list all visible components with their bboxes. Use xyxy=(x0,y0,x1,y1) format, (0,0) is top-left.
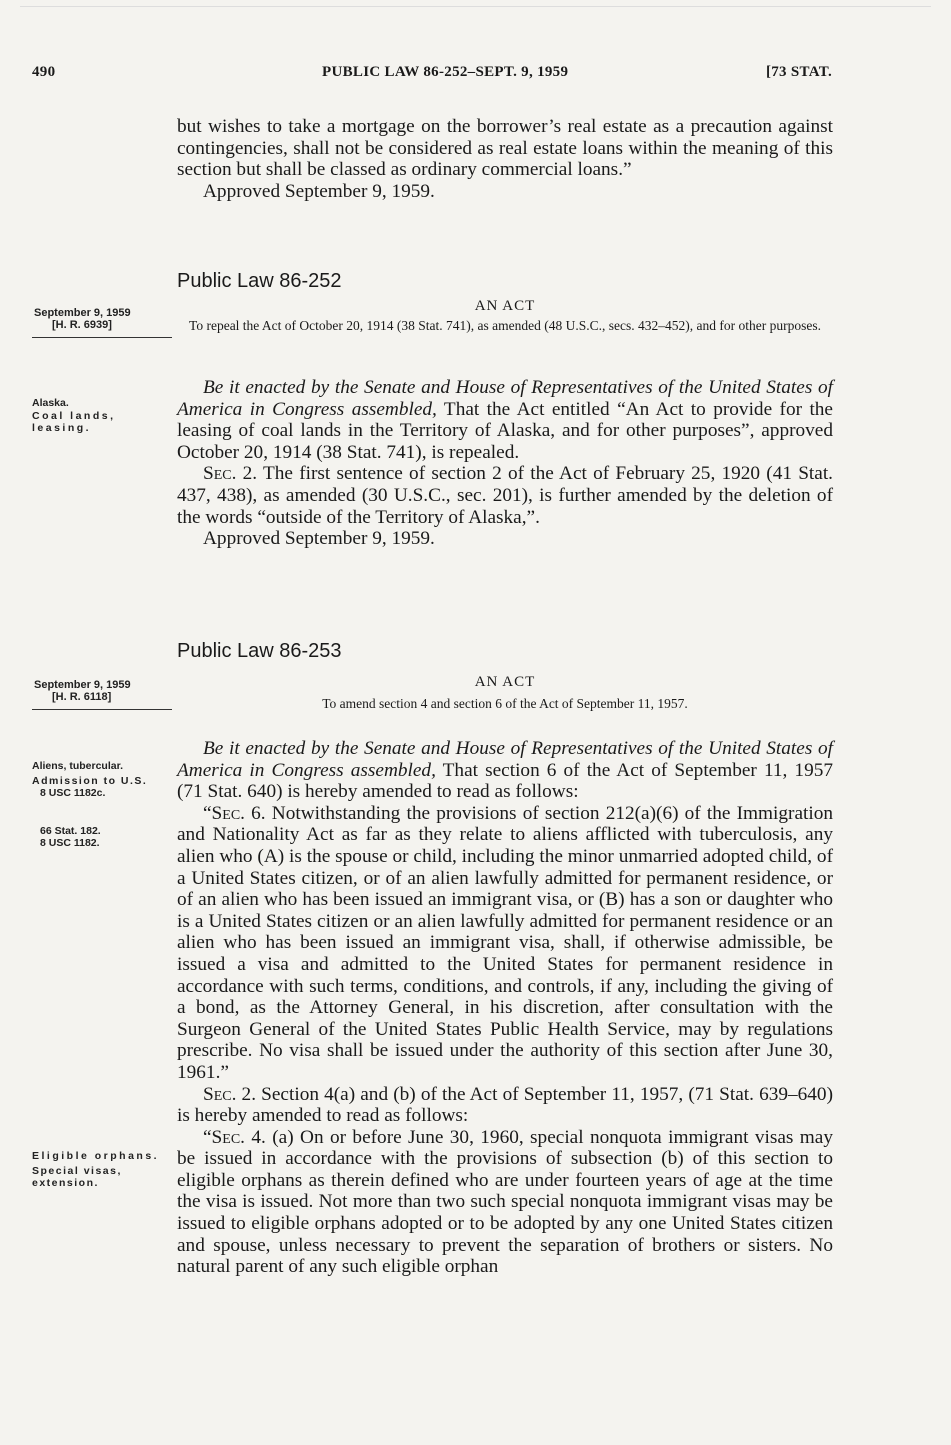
law-252-bill: [H. R. 6939] xyxy=(52,319,112,331)
page-number: 490 xyxy=(32,64,56,80)
law-253-enacting-italic: Be it enacted by the Senate and House of Representatives of the United States of America in Congress assembled, xyxy=(177,738,833,781)
law-252-enacting-clause xyxy=(177,377,833,463)
law-252-date-note xyxy=(32,307,172,331)
margin-special-visas: Special visas, extension. xyxy=(32,1164,122,1189)
law-253-date-note xyxy=(32,679,172,703)
law-253-sec2-text: Section 4(a) and (b) of the Act of September 11, 1957, (71 Stat. 639–640) is hereby amended to read as follows: xyxy=(177,1083,833,1127)
law-253-margin-orphans xyxy=(32,1150,172,1190)
law-253-margin-rule xyxy=(32,709,172,710)
margin-coal-lands: Coal lands, leasing. xyxy=(32,409,116,434)
margin-aliens: Aliens, tubercular. xyxy=(32,760,124,772)
scan-edge xyxy=(20,6,931,7)
law-252-purpose: To repeal the Act of October 20, 1914 (38 Stat. 741), as amended (48 U.S.C., secs. 432–452), and for other purposes. xyxy=(189,318,821,333)
margin-usc-1182: 8 USC 1182. xyxy=(40,837,100,849)
margin-eligible-orphans: Eligible orphans. xyxy=(32,1150,160,1162)
volume-label: [73 STAT. xyxy=(765,64,832,80)
continuation-approved: Approved September 9, 1959. xyxy=(203,180,435,202)
continuation-block xyxy=(177,116,833,202)
law-252-margin-alaska xyxy=(32,397,172,435)
margin-alaska: Alaska. xyxy=(32,397,69,409)
continuation-text: but wishes to take a mortgage on the borrower’s real estate as a precaution against contingencies, shall not be considered as real estate loans within the meaning of this section but shall be classed as ordinary commercial loans.” xyxy=(177,116,833,181)
margin-admission: Admission to U.S. xyxy=(32,774,148,787)
page-header xyxy=(32,64,832,88)
law-253-sec4 xyxy=(177,1127,833,1278)
law-252-margin-rule xyxy=(32,337,172,338)
law-253-bill: [H. R. 6118] xyxy=(52,691,112,703)
law-253-sec2-label: Sec. 2. xyxy=(203,1083,257,1105)
law-252-enacting-rest: That the Act entitled “An Act to provide for the leasing of coal lands in the Territory of Alaska, and for other purposes”, approved October 20, 1914 (38 Stat. 741), is repealed. xyxy=(177,398,833,463)
law-252-approved: Approved September 9, 1959. xyxy=(203,528,435,550)
law-253-sec6 xyxy=(177,803,833,1084)
law-252-date: September 9, 1959 xyxy=(34,307,131,319)
law-252-sec2 xyxy=(177,463,833,528)
law-253-body xyxy=(177,738,833,1278)
law-252-sec2-text: The first sentence of section 2 of the Act of February 25, 1920 (41 Stat. 437, 438), as amended (30 U.S.C., sec. 201), is further amended by the deletion of the words “outside of the Territory of Alaska,”. xyxy=(177,463,834,528)
margin-66-stat: 66 Stat. 182. xyxy=(40,824,101,837)
law-253-sec6-text: Notwithstanding the provisions of section 212(a)(6) of the Immigration and Nationality Act as far as they relate to aliens afflicted with tuberculosis, any alien who (A) is the spouse or child, including the minor unmarried adopted child, of a United States citizen, or of an alien lawfully admitted for permanent residence, or of an alien who has been issued an immigrant visa, or (B) has a son or daughter who is a United States citizen or an alien lawfully admitted for permanent residence or an alien who has been issued an immigrant visa, shall, if otherwise admissible, be issued a visa and admitted to the United States for permanent residence in accordance with such terms, conditions, and controls, if any, including the giving of a bond, as the Attorney General, in his discretion, after consultation with the Surgeon General of the United States Public Health Service, may by regulations prescribe. No visa shall be issued under the authority of this section after June 30, 1961.” xyxy=(177,802,833,1083)
law-253-title: Public Law 86-253 xyxy=(177,640,342,662)
law-253-sec6-label: “Sec. 6. xyxy=(203,802,266,824)
margin-usc-1182c: 8 USC 1182c. xyxy=(40,787,106,799)
law-252-body xyxy=(177,377,833,550)
law-253-date: September 9, 1959 xyxy=(34,679,131,691)
law-253-enacting-clause xyxy=(177,738,833,803)
law-253-sec4-text: (a) On or before June 30, 1960, special nonquota immigrant visas may be issued in accordance with the provisions of subsection (b) of this section to eligible orphans as therein defined who are under fourteen years of age at the time the visa is issued. Not more than two such special nonquota immigrant visas may be issued to eligible orphans adopted or to be adopted by any one United States citizen and spouse, unless necessary to prevent the separation of brothers or sisters. No natural parent of any such eligible orphan xyxy=(177,1126,833,1278)
law-252-sec2-label: Sec. 2. xyxy=(203,463,258,485)
law-252-title: Public Law 86-252 xyxy=(177,270,342,292)
law-253-an-act: AN ACT xyxy=(474,674,536,690)
law-253-sec4-label: “Sec. 4. xyxy=(203,1126,266,1148)
law-252-enacting-italic: Be it enacted by the Senate and House of Representatives of the United States of America in Congress assembled, xyxy=(177,377,833,420)
law-252-an-act: AN ACT xyxy=(474,298,536,314)
law-253-margin-notes xyxy=(32,760,172,850)
law-253-sec2 xyxy=(177,1084,833,1127)
law-253-enacting-rest: That section 6 of the Act of September 11, 1957 (71 Stat. 640) is hereby amended to read as follows: xyxy=(177,759,833,803)
law-253-purpose: To amend section 4 and section 6 of the Act of September 11, 1957. xyxy=(322,696,688,711)
running-title: PUBLIC LAW 86-252–SEPT. 9, 1959 xyxy=(322,64,569,80)
